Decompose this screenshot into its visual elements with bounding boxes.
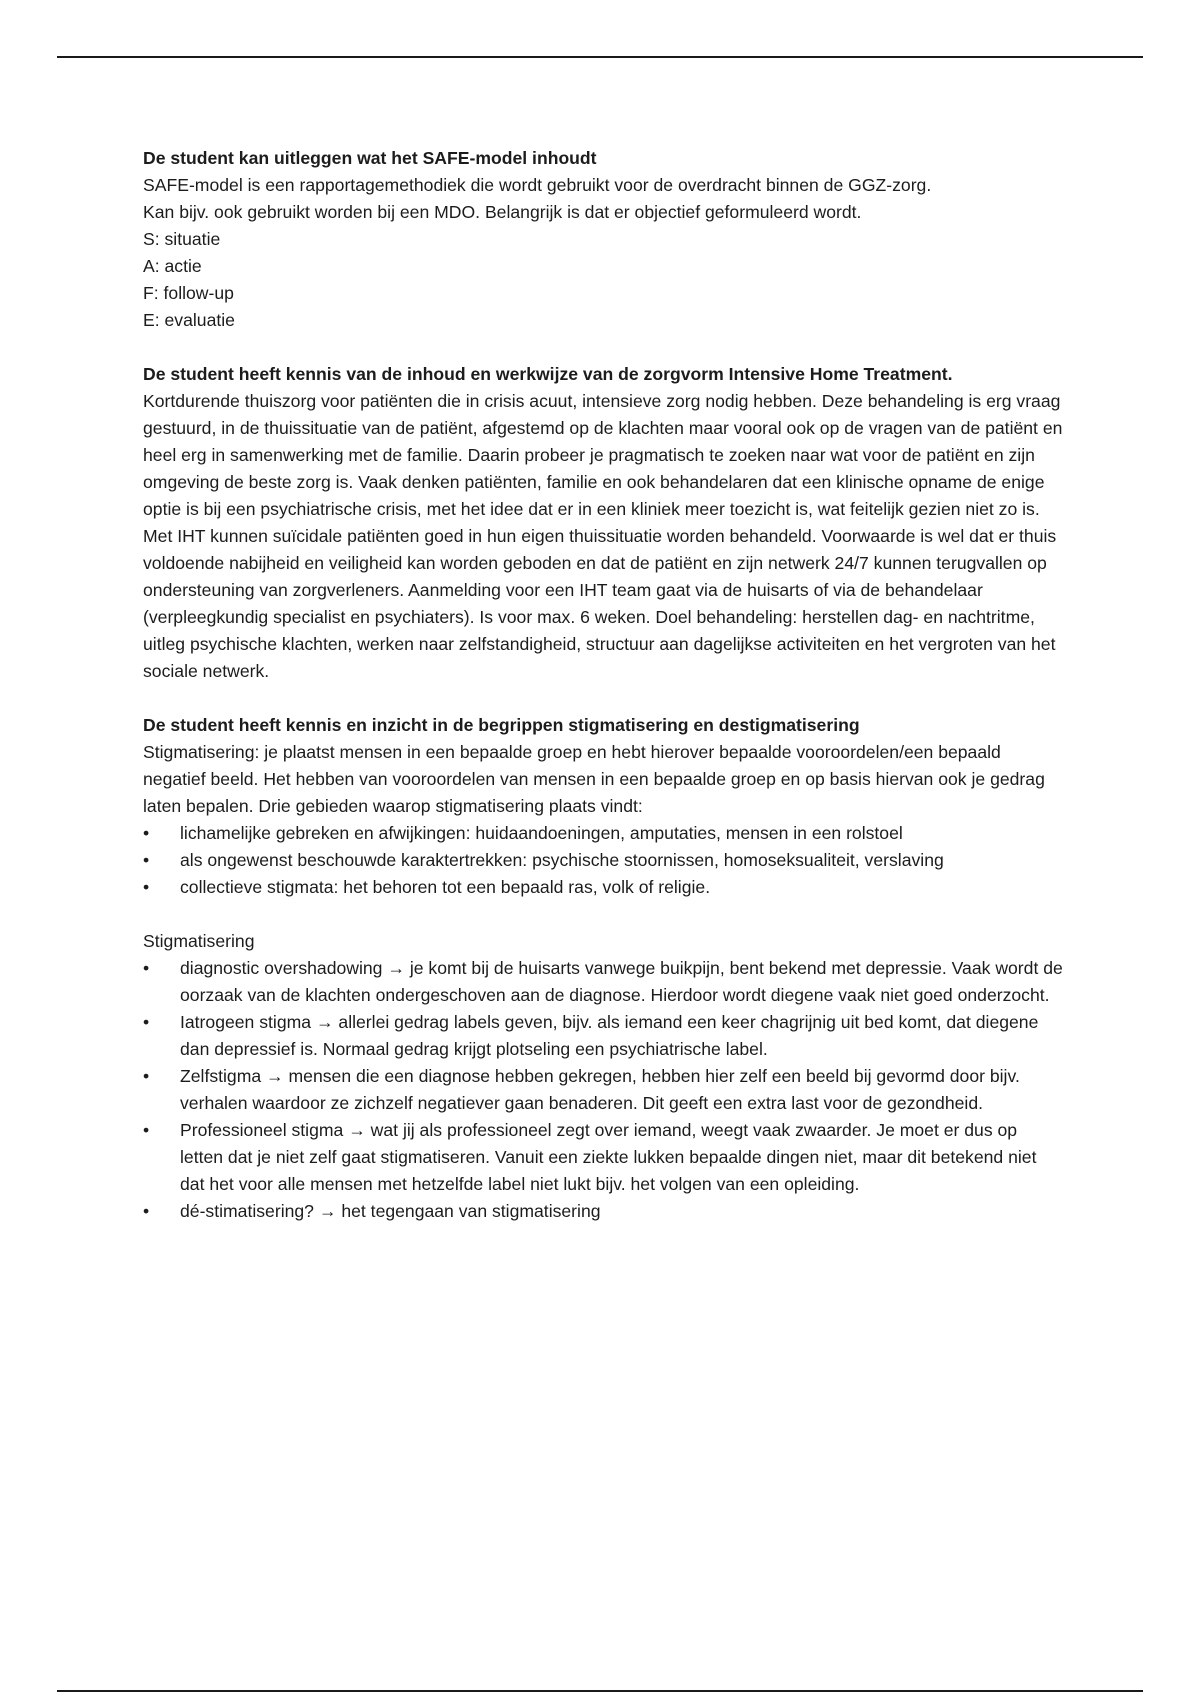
list-item bbox=[143, 955, 1063, 1009]
section-stigmatisering bbox=[143, 712, 1063, 901]
section-intensive-home-treatment bbox=[143, 361, 1063, 685]
bullet-icon: • bbox=[143, 1201, 150, 1221]
list-item bbox=[143, 1009, 1063, 1063]
document-body bbox=[143, 145, 1063, 1252]
list-item bbox=[143, 847, 1063, 874]
list-item-text: Professioneel stigma → wat jij als professioneel zegt over iemand, weegt vaak zwaarder. Je moet er dus op letten dat je niet zelf gaat stigmatiseren. Vanuit een ziekte lukken bepaalde dingen niet, maar dit betekend niet dat het voor alle mensen met hetzelfde label niet lukt bijv. het volgen van een opleiding. bbox=[180, 1120, 1037, 1194]
text-line: F: follow-up bbox=[143, 283, 234, 303]
bullet-list bbox=[143, 955, 1063, 1225]
list-item bbox=[143, 820, 1063, 847]
bullet-icon: • bbox=[143, 1066, 150, 1086]
list-item-text: collectieve stigmata: het behoren tot een bepaald ras, volk of religie. bbox=[180, 877, 711, 897]
list-item bbox=[143, 1198, 1063, 1225]
section-heading: De student kan uitleggen wat het SAFE-model inhoudt bbox=[143, 148, 597, 168]
text-line: SAFE-model is een rapportagemethodiek die wordt gebruikt voor de overdracht binnen de GGZ-zorg. bbox=[143, 175, 932, 195]
list-item-text: diagnostic overshadowing → je komt bij de huisarts vanwege buikpijn, bent bekend met depressie. Vaak wordt de oorzaak van de klachten ondergeschoven aan de diagnose. Hierdoor wordt diegene vaak niet goed onderzocht. bbox=[180, 958, 1063, 1005]
header-rule bbox=[57, 56, 1143, 58]
text-line: A: actie bbox=[143, 256, 202, 276]
bullet-icon: • bbox=[143, 877, 150, 897]
bullet-icon: • bbox=[143, 1120, 150, 1140]
list-item-text: Iatrogeen stigma → allerlei gedrag labels geven, bijv. als iemand een keer chagrijnig uit bed komt, dat diegene dan depressief is. Normaal gedrag krijgt plotseling een psychiatrische label. bbox=[180, 1012, 1039, 1059]
list-item-text: dé-stimatisering? → het tegengaan van stigmatisering bbox=[180, 1201, 601, 1221]
list-item-text: lichamelijke gebreken en afwijkingen: huidaandoeningen, amputaties, mensen in een rolstoel bbox=[180, 823, 903, 843]
section-stigmatisering-types bbox=[143, 928, 1063, 1225]
bullet-icon: • bbox=[143, 1012, 150, 1032]
bullet-list bbox=[143, 820, 1063, 901]
list-item bbox=[143, 1117, 1063, 1198]
section-subheading: Stigmatisering bbox=[143, 931, 255, 951]
list-item-text: als ongewenst beschouwde karaktertrekken: psychische stoornissen, homoseksualiteit, verslaving bbox=[180, 850, 944, 870]
section-heading: De student heeft kennis en inzicht in de begrippen stigmatisering en destigmatisering bbox=[143, 715, 860, 735]
text-line: Kan bijv. ook gebruikt worden bij een MDO. Belangrijk is dat er objectief geformuleerd wordt. bbox=[143, 202, 862, 222]
section-text: Kortdurende thuiszorg voor patiënten die in crisis acuut, intensieve zorg nodig hebben. Deze behandeling is erg vraag gestuurd, in de thuissituatie van de patiënt, afgestemd op de klachten maar vooral ook op de vragen van de patiënt en heel erg in samenwerking met de familie. Daarin probeer je pragmatisch te zoeken naar wat voor de patiënt en zijn omgeving de beste zorg is. Vaak denken patiënten, familie en ook behandelaren dat een klinische opname de enige optie is bij een psychiatrische crisis, met het idee dat er in een kliniek meer toezicht is, wat feitelijk gezien niet zo is. Met IHT kunnen suïcidale patiënten goed in hun eigen thuissituatie worden behandeld. Voorwaarde is wel dat er thuis voldoende nabijheid en veiligheid kan worden geboden en dat de patiënt en zijn netwerk 24/7 kunnen terugvallen op ondersteuning van zorgverleners. Aanmelding voor een IHT team gaat via de huisarts of via de behandelaar (verpleegkundig specialist en psychiaters). Is voor max. 6 weken. Doel behandeling: herstellen dag- en nachtritme, uitleg psychische klachten, werken naar zelfstandigheid, structuur aan dagelijkse activiteiten en het vergroten van het sociale netwerk. bbox=[143, 391, 1063, 681]
section-heading: De student heeft kennis van de inhoud en werkwijze van de zorgvorm Intensive Home Treatment. bbox=[143, 364, 953, 384]
text-line: E: evaluatie bbox=[143, 310, 235, 330]
section-safe-model bbox=[143, 145, 1063, 334]
list-item bbox=[143, 1063, 1063, 1117]
section-text bbox=[143, 172, 1063, 334]
text-line: S: situatie bbox=[143, 229, 221, 249]
section-text: Stigmatisering: je plaatst mensen in een bepaalde groep en hebt hierover bepaalde vooroordelen/een bepaald negatief beeld. Het hebben van vooroordelen van mensen in een bepaalde groep en op basis hiervan ook je gedrag laten bepalen. Drie gebieden waarop stigmatisering plaats vindt: bbox=[143, 742, 1045, 816]
list-item-text: Zelfstigma → mensen die een diagnose hebben gekregen, hebben hier zelf een beeld bij gevormd door bijv. verhalen waardoor ze zichzelf negatiever gaan benaderen. Dit geeft een extra last voor de gezondheid. bbox=[180, 1066, 1020, 1113]
bullet-icon: • bbox=[143, 958, 150, 978]
list-item bbox=[143, 874, 1063, 901]
bullet-icon: • bbox=[143, 823, 150, 843]
bullet-icon: • bbox=[143, 850, 150, 870]
footer-rule bbox=[57, 1690, 1143, 1692]
